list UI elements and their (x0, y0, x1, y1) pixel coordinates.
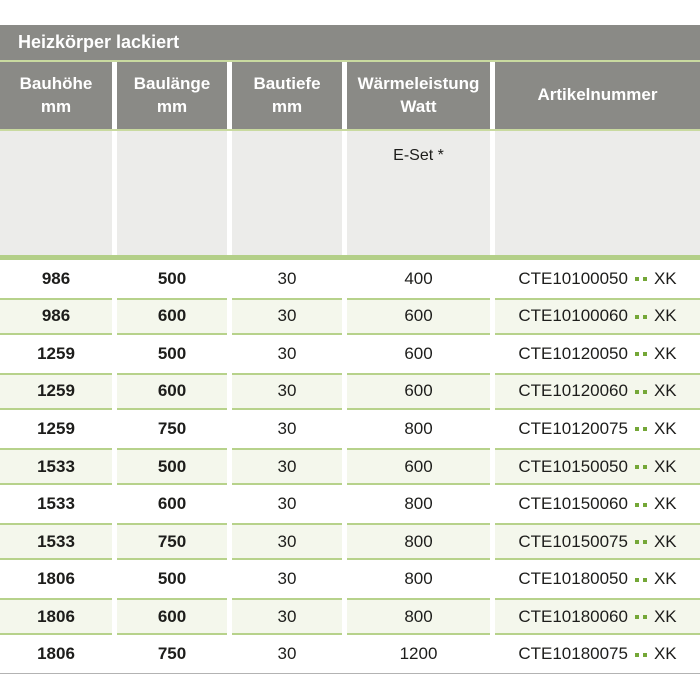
column-header-baulaenge (117, 62, 227, 129)
table-row (0, 335, 700, 373)
cell-baulaenge: 600 (117, 485, 227, 523)
subheader-row (0, 131, 700, 255)
cell-bauhoehe: 1806 (0, 635, 112, 673)
color-code-dot (643, 578, 647, 582)
table-row (0, 598, 700, 636)
cell-artikelnummer (495, 485, 700, 523)
artikel-suffix: XK (653, 494, 677, 514)
column-header-label: Wärmeleistung (357, 73, 480, 93)
subheader-cell-baulaenge (117, 131, 227, 255)
artikel-suffix: XK (653, 644, 677, 664)
color-code-dots (633, 608, 649, 625)
cell-waermeleistung: 800 (347, 598, 490, 636)
color-code-dot (643, 390, 647, 394)
table-row (0, 260, 700, 298)
color-code-dot (643, 540, 647, 544)
color-code-dot (643, 653, 647, 657)
table-row (0, 485, 700, 523)
cell-artikelnummer (495, 560, 700, 598)
cell-bautiefe: 30 (232, 485, 342, 523)
artikel-prefix: CTE10150075 (518, 531, 628, 551)
table-row (0, 448, 700, 486)
color-code-dot (643, 315, 647, 319)
artikel-prefix: CTE10120075 (518, 418, 628, 438)
color-code-dots (633, 383, 649, 400)
artikel-suffix: XK (653, 418, 677, 438)
color-code-dot (635, 277, 639, 281)
cell-artikelnummer (495, 635, 700, 673)
artikel-prefix: CTE10180060 (518, 606, 628, 626)
table-title-bar (0, 25, 700, 60)
artikel-prefix: CTE10120050 (518, 343, 628, 363)
cell-bauhoehe: 1259 (0, 410, 112, 448)
cell-bauhoehe: 1533 (0, 523, 112, 561)
cell-bautiefe: 30 (232, 635, 342, 673)
column-header-waermeleistung (347, 62, 490, 129)
artikel-prefix: CTE10150050 (518, 456, 628, 476)
color-code-dot (643, 352, 647, 356)
color-code-dots (633, 571, 649, 588)
cell-bautiefe: 30 (232, 560, 342, 598)
color-code-dots (633, 270, 649, 287)
cell-artikelnummer (495, 598, 700, 636)
color-code-dot (635, 578, 639, 582)
cell-baulaenge: 600 (117, 298, 227, 336)
cell-waermeleistung: 800 (347, 485, 490, 523)
color-code-dot (635, 427, 639, 431)
cell-waermeleistung: 600 (347, 448, 490, 486)
color-code-dot (635, 465, 639, 469)
color-code-dot (635, 653, 639, 657)
column-header-unit: mm (271, 96, 303, 116)
cell-artikelnummer (495, 523, 700, 561)
color-code-dot (635, 540, 639, 544)
cell-baulaenge: 750 (117, 635, 227, 673)
eset-label: E-Set * (393, 147, 444, 164)
table-row (0, 560, 700, 598)
cell-artikelnummer (495, 410, 700, 448)
color-code-dots (633, 420, 649, 437)
color-code-dots (633, 646, 649, 663)
color-code-dot (643, 277, 647, 281)
bottom-margin (0, 674, 700, 700)
column-header-label: Artikelnummer (537, 85, 658, 105)
cell-waermeleistung: 1200 (347, 635, 490, 673)
cell-bautiefe: 30 (232, 523, 342, 561)
table-title: Heizkörper lackiert (18, 32, 180, 52)
artikel-prefix: CTE10120060 (518, 381, 628, 401)
column-header-bauhoehe (0, 62, 112, 129)
color-code-dot (635, 390, 639, 394)
cell-bauhoehe: 986 (0, 260, 112, 298)
cell-artikelnummer (495, 260, 700, 298)
color-code-dot (635, 615, 639, 619)
table-row (0, 298, 700, 336)
cell-baulaenge: 500 (117, 335, 227, 373)
top-margin (0, 0, 700, 25)
column-header-label: Bautiefe (253, 73, 321, 93)
table-row (0, 635, 700, 673)
artikel-suffix: XK (653, 456, 677, 476)
color-code-dot (635, 315, 639, 319)
cell-baulaenge: 600 (117, 373, 227, 411)
table-row (0, 523, 700, 561)
color-code-dot (643, 427, 647, 431)
color-code-dots (633, 345, 649, 362)
cell-waermeleistung: 400 (347, 260, 490, 298)
cell-bautiefe: 30 (232, 598, 342, 636)
cell-baulaenge: 750 (117, 523, 227, 561)
cell-bautiefe: 30 (232, 373, 342, 411)
column-header-bautiefe (232, 62, 342, 129)
cell-waermeleistung: 800 (347, 523, 490, 561)
cell-waermeleistung: 600 (347, 298, 490, 336)
column-header-row (0, 62, 700, 129)
subheader-cell-eset (347, 131, 490, 255)
cell-bautiefe: 30 (232, 448, 342, 486)
cell-artikelnummer (495, 373, 700, 411)
artikel-suffix: XK (653, 381, 677, 401)
cell-baulaenge: 750 (117, 410, 227, 448)
cell-bauhoehe: 1533 (0, 485, 112, 523)
artikel-prefix: CTE10100050 (518, 268, 628, 288)
cell-bautiefe: 30 (232, 260, 342, 298)
cell-bauhoehe: 1533 (0, 448, 112, 486)
cell-bauhoehe: 1806 (0, 560, 112, 598)
artikel-suffix: XK (653, 268, 677, 288)
table-row (0, 373, 700, 411)
column-header-unit: mm (156, 96, 188, 116)
cell-bautiefe: 30 (232, 298, 342, 336)
column-header-unit: mm (40, 96, 72, 116)
color-code-dot (643, 615, 647, 619)
color-code-dots (633, 458, 649, 475)
subheader-cell-bautiefe (232, 131, 342, 255)
artikel-prefix: CTE10180050 (518, 569, 628, 589)
cell-baulaenge: 500 (117, 448, 227, 486)
cell-bautiefe: 30 (232, 335, 342, 373)
cell-bauhoehe: 1806 (0, 598, 112, 636)
column-header-label: Bauhöhe (19, 73, 93, 93)
color-code-dot (635, 503, 639, 507)
color-code-dot (643, 465, 647, 469)
cell-artikelnummer (495, 335, 700, 373)
cell-waermeleistung: 600 (347, 373, 490, 411)
cell-bautiefe: 30 (232, 410, 342, 448)
column-header-label: Baulänge (133, 73, 211, 93)
artikel-prefix: CTE10100060 (518, 306, 628, 326)
column-header-artikelnummer (495, 62, 700, 129)
artikel-suffix: XK (653, 569, 677, 589)
color-code-dots (633, 533, 649, 550)
color-code-dots (633, 496, 649, 513)
table-body (0, 260, 700, 673)
column-header-unit: Watt (400, 96, 437, 116)
artikel-suffix: XK (653, 343, 677, 363)
color-code-dot (643, 503, 647, 507)
cell-bauhoehe: 1259 (0, 335, 112, 373)
artikel-suffix: XK (653, 606, 677, 626)
cell-bauhoehe: 986 (0, 298, 112, 336)
artikel-suffix: XK (653, 306, 677, 326)
cell-bauhoehe: 1259 (0, 373, 112, 411)
color-code-dot (635, 352, 639, 356)
cell-artikelnummer (495, 448, 700, 486)
artikel-suffix: XK (653, 531, 677, 551)
subheader-cell-artikelnummer (495, 131, 700, 255)
color-code-dots (633, 308, 649, 325)
artikel-prefix: CTE10180075 (518, 644, 628, 664)
cell-waermeleistung: 600 (347, 335, 490, 373)
cell-baulaenge: 600 (117, 598, 227, 636)
cell-waermeleistung: 800 (347, 560, 490, 598)
cell-baulaenge: 500 (117, 560, 227, 598)
cell-baulaenge: 500 (117, 260, 227, 298)
table-row (0, 410, 700, 448)
cell-artikelnummer (495, 298, 700, 336)
subheader-cell-bauhoehe (0, 131, 112, 255)
artikel-prefix: CTE10150060 (518, 494, 628, 514)
cell-waermeleistung: 800 (347, 410, 490, 448)
